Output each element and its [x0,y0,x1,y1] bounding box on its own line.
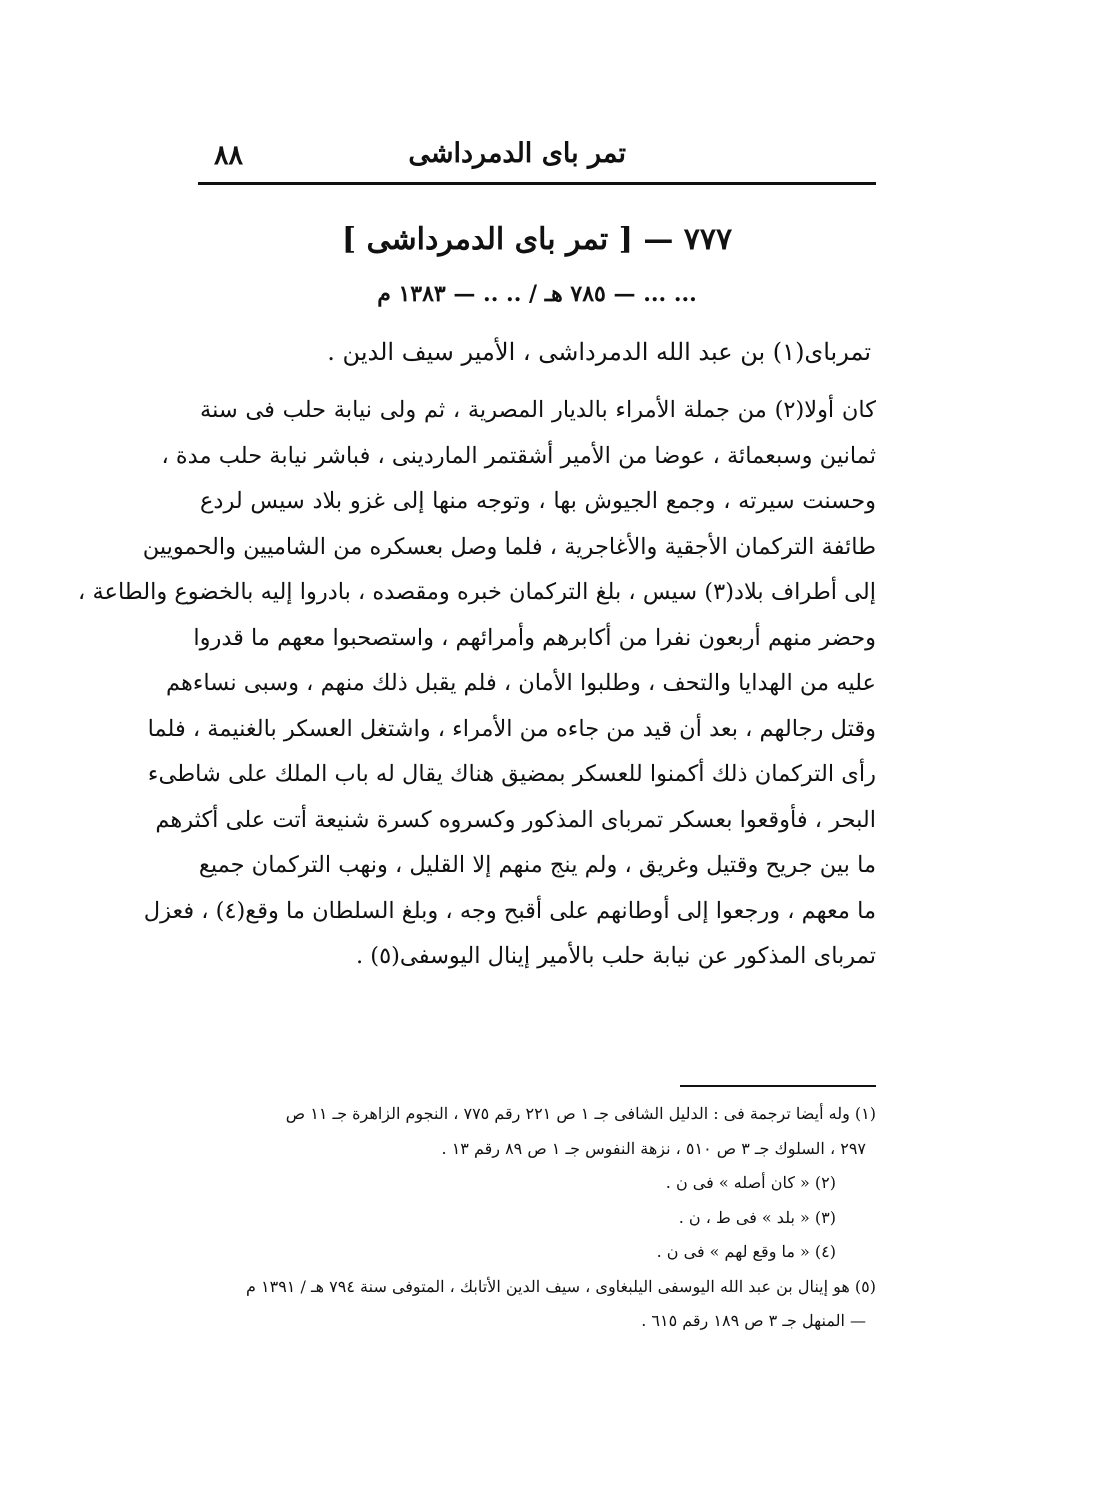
page-header [200,138,876,180]
footnote-rule [680,1085,876,1087]
entry-title: ٧٧٧ — [ تمر باى الدمرداشى ] [341,222,733,257]
footnote-line: (١) وله أيضا ترجمة فى : الدليل الشافى جـ ١ ص ٢٢١ رقم ٧٧٥ ، النجوم الزاهرة جـ ١١ ص [285,1104,876,1123]
body-line: وحسنت سيرته ، وجمع الجيوش بها ، وتوجه منها إلى غزو بلاد سيس لردع [200,488,876,514]
body-line: طائفة التركمان الأجقية والأغاجرية ، فلما وصل بعسكره من الشاميين والحمويين [142,533,876,560]
running-title: تمر باى الدمرداشى [408,138,626,169]
footnote-line: (٢) « كان أصله » فى ن . [665,1173,836,1192]
body-line: تمرباى المذكور عن نيابة حلب بالأمير إينال اليوسفى(٥) . [355,943,876,969]
footnotes [200,1097,876,1339]
footnote-line: (٣) « بلد » فى ط ، ن . [678,1207,836,1227]
entry-name-line: تمرباى(١) بن عبد الله الدمرداشى ، الأمير سيف الدين . [327,338,871,366]
body-line: إلى أطراف بلاد(٣) سيس ، بلغ التركمان خبره ومقصده ، بادروا إليه بالخضوع والطاعة ، [78,579,876,605]
body-line: وقتل رجالهم ، بعد أن قيد من جاءه من الأمراء ، واشتغل العسكر بالغنيمة ، فلما [147,715,876,742]
body-line: ما معهم ، ورجعوا إلى أوطانهم على أقبح وجه ، وبلغ السلطان ما وقع(٤) ، فعزل [143,897,876,924]
page-number: ٨٨ [214,140,244,171]
body-line: كان أولا(٢) من جملة الأمراء بالديار المصرية ، ثم ولى نيابة حلب فى سنة [200,397,876,423]
body-line: وحضر منهم أربعون نفرا من أكابرهم وأمرائهم ، واستصحبوا معهم ما قدروا [193,624,876,651]
body-line: عليه من الهدايا والتحف ، وطلبوا الأمان ، فلم يقبل ذلك منهم ، وسبى نساءهم [165,670,876,696]
body-line: البحر ، فأوقعوا بعسكر تمرباى المذكور وكسروه كسرة شنيعة أتت على أكثرهم [155,806,876,833]
footnote-line: (٤) « ما وقع لهم » فى ن . [656,1242,836,1261]
footnote-line: — المنهل جـ ٣ ص ١٨٩ رقم ٦١٥ . [641,1311,866,1330]
entry-dates: ... ... — ٧٨٥ هـ / .. .. — ١٣٨٣ م [377,281,697,307]
body-line: رأى التركمان ذلك أكمنوا للعسكر بمضيق هناك يقال له باب الملك على شاطىء [147,761,876,787]
footnote-line: ٢٩٧ ، السلوك جـ ٣ ص ٥١٠ ، نزهة النفوس جـ ١ ص ٨٩ رقم ١٣ . [441,1138,866,1158]
header-rule [198,182,876,185]
footnote-line: (٥) هو إينال بن عبد الله اليوسفى اليلبغاوى ، سيف الدين الأتابك ، المتوفى سنة ٧٩٤ هـ / ١٣٩١ م [246,1276,876,1296]
body-line: ثمانين وسبعمائة ، عوضا من الأمير أشقتمر الماردينى ، فباشر نيابة حلب مدة ، [161,442,876,469]
body-text [78,388,876,980]
body-line: ما بين جريح وقتيل وغريق ، ولم ينج منهم إلا القليل ، ونهب التركمان جميع [198,852,876,878]
